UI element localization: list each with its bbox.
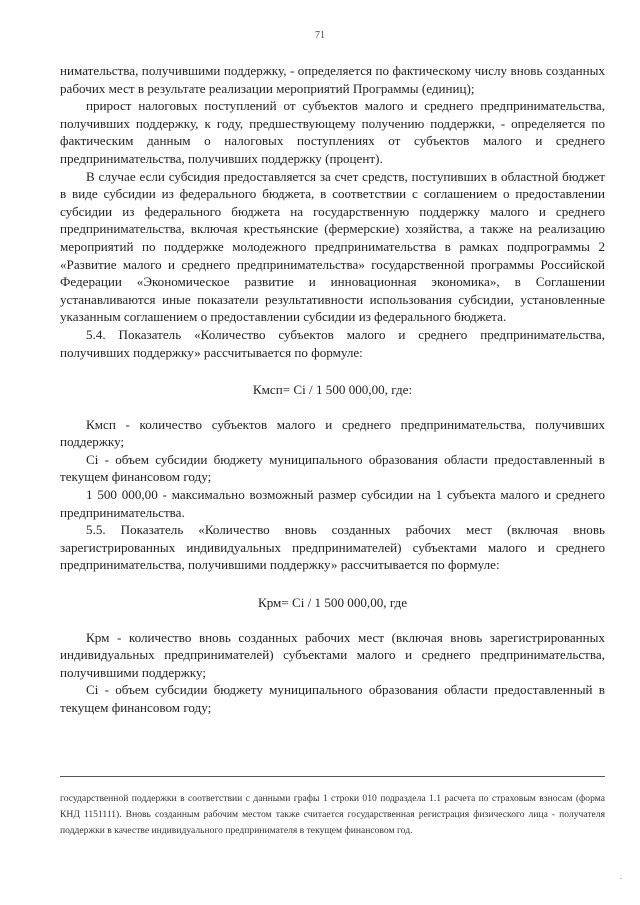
page-number: 71: [315, 30, 325, 41]
scan-mark: .: [620, 872, 622, 881]
paragraph-federal-subsidy: В случае если субсидия предоставляется за счет средств, поступивших в областной бюджет в виде субсидии из федерального бюджета, в соответствии с соглашением о предоставлении субсидии из федерального бюджета на государственную поддержку малого и среднего предпринимательства, включая крестьянские (фермерские) хозяйства, а также на реализацию мероприятий по поддержке молодежного предпринимательства в рамках подпрограммы 2 «Развитие малого и среднего предпринимательства» государственной программы Российской Федерации «Экономическое развитие и инновационная экономика», в Соглашении устанавливаются иные показатели результативности использования субсидии, установленные указанным соглашением о предоставлении субсидии из федерального бюджета.: [60, 168, 605, 325]
definition-ci: Сi - объем субсидии бюджету муниципального образования области предоставленный в текущем финансовом году;: [60, 451, 605, 485]
paragraph-5-4: 5.4. Показатель «Количество субъектов малого и среднего предпринимательства, получивших поддержку» рассчитывается по формуле:: [60, 326, 605, 360]
document-body: [60, 62, 605, 717]
paragraph-tax-growth: прирост налоговых поступлений от субъектов малого и среднего предпринимательства, получивших поддержку, к году, предшествующему получению поддержки, - определяется по фактическим данным о налоговых поступлениях от субъектов малого и среднего предпринимательства, получивших поддержку (процент).: [60, 98, 605, 166]
paragraph-continuation: нимательства, получившими поддержку, - определяется по фактическому числу вновь созданных рабочих мест в результате реализации мероприятий Программы (единиц);: [60, 63, 605, 96]
footnote-text: государственной поддержки в соответствии с данными графы 1 строки 010 подраздела 1.1 расчета по страховым взносам (форма КНД 1151111). Вновь созданным рабочим местом также считается государственная регистрация физического лица - получателя поддержки в качестве индивидуального предпринимателя в текущем финансовом год.: [60, 793, 605, 836]
formula-kmsp: Кмсп= Сi / 1 500 000,00, где:: [252, 382, 413, 398]
paragraph-5-5: 5.5. Показатель «Количество вновь созданных рабочих мест (включая вновь зарегистрированных индивидуальных предпринимателей) субъектами малого и среднего предпринимательства, получившими поддержку» рассчитывается по формуле:: [60, 522, 605, 573]
definition-max-subsidy: 1 500 000,00 - максимально возможный размер субсидии на 1 субъекта малого и среднего предпринимательства.: [60, 487, 605, 520]
definition-ci-2: Сi - объем субсидии бюджету муниципального образования области предоставленный в текущем финансовом году;: [60, 682, 605, 715]
footnote-divider: [60, 776, 605, 777]
definition-kmsp: Кмсп - количество субъектов малого и среднего предпринимательства, получивших поддержку;: [60, 416, 605, 450]
formula-krm: Крм= Сi / 1 500 000,00, где: [257, 595, 408, 611]
definition-krm: Крм - количество вновь созданных рабочих мест (включая вновь зарегистрированных индивидуальных предпринимателей) субъектами малого и среднего предпринимательства, получившими поддержку;: [60, 629, 605, 680]
